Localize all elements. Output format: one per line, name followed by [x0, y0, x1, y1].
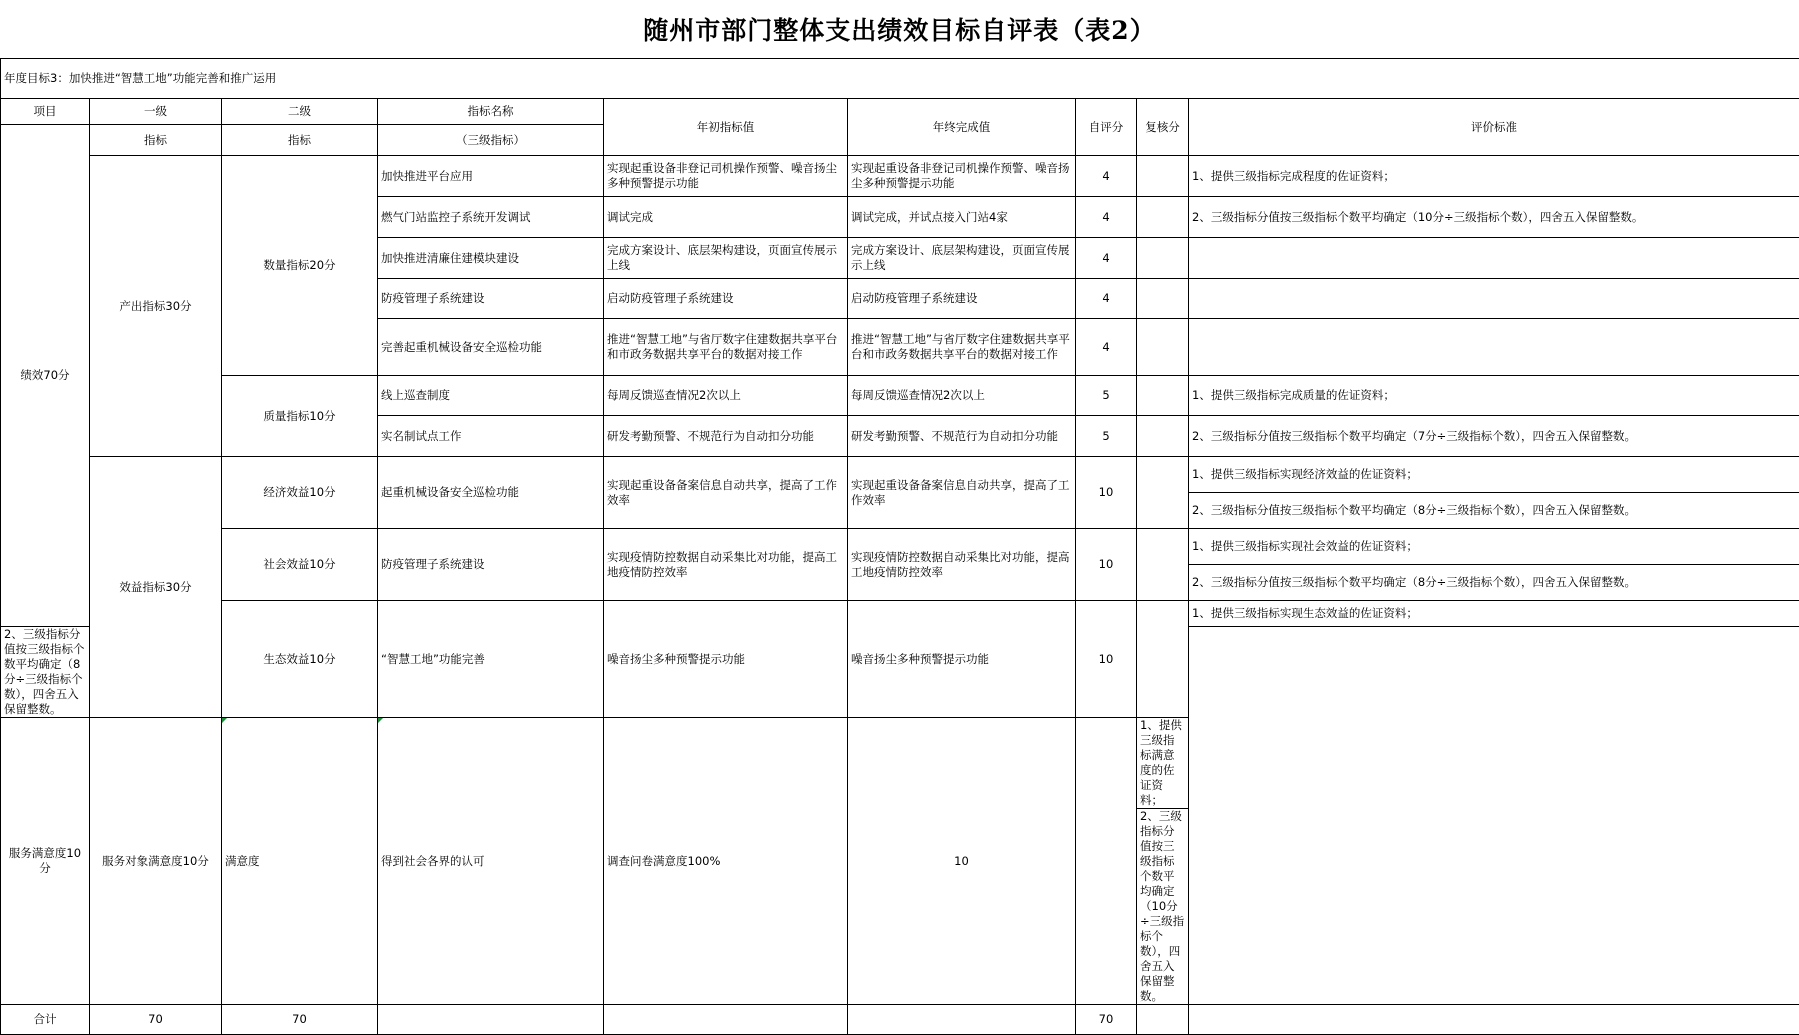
criteria-text	[1189, 238, 1799, 279]
indicator-name: 起重机械设备安全巡检功能	[378, 457, 604, 529]
initial-value: 噪音扬尘多种预警提示功能	[604, 601, 848, 718]
total-level2: 70	[222, 1005, 378, 1035]
initial-value: 完成方案设计、底层架构建设，页面宣传展示上线	[604, 238, 848, 279]
criteria-text: 1、提供三级指标满意度的佐证资料；	[1137, 718, 1189, 809]
criteria-text: 2、三级指标分值按三级指标个数平均确定（8分÷三级指标个数），四舍五入保留整数。	[1189, 493, 1799, 529]
level2-economic: 经济效益10分	[222, 457, 378, 529]
initial-value: 得到社会各界的认可	[378, 718, 604, 1005]
table-row	[1, 529, 1799, 565]
table-row	[1, 457, 1799, 493]
initial-value: 启动防疫管理子系统建设	[604, 279, 848, 319]
criteria-text: 1、提供三级指标实现生态效益的佐证资料；	[1189, 601, 1799, 627]
annual-goal: 年度目标3：加快推进“智慧工地”功能完善和推广运用	[1, 59, 1799, 99]
final-value: 完成方案设计、底层架构建设，页面宣传展示上线	[848, 238, 1076, 279]
header-project: 项目	[1, 99, 90, 125]
header-self-score: 自评分	[1076, 99, 1137, 156]
table-row	[1, 718, 1799, 809]
criteria-text: 1、提供三级指标完成质量的佐证资料；	[1189, 376, 1799, 416]
table-row	[1, 601, 1799, 627]
final-value: 每周反馈巡查情况2次以上	[848, 376, 1076, 416]
header-final: 年终完成值	[848, 99, 1076, 156]
final-value: 噪音扬尘多种预警提示功能	[848, 601, 1076, 718]
criteria-text: 2、三级指标分值按三级指标个数平均确定（7分÷三级指标个数），四舍五入保留整数。	[1189, 416, 1799, 457]
review-score	[1137, 279, 1189, 319]
self-score: 4	[1076, 238, 1137, 279]
criteria-text: 2、三级指标分值按三级指标个数平均确定（10分÷三级指标个数），四舍五入保留整数。	[1137, 809, 1189, 1005]
final-value: 实现起重设备备案信息自动共享，提高了工作效率	[848, 457, 1076, 529]
header-level1-bottom: 指标	[90, 125, 222, 156]
self-score: 4	[1076, 279, 1137, 319]
table-row	[1, 156, 1799, 197]
total-review-score	[1137, 1005, 1189, 1035]
indicator-name: 线上巡查制度	[378, 376, 604, 416]
total-criteria	[1189, 1005, 1799, 1035]
final-value: 推进“智慧工地”与省厅数字住建数据共享平台和市政务数据共享平台的数据对接工作	[848, 319, 1076, 376]
criteria-text: 2、三级指标分值按三级指标个数平均确定（8分÷三级指标个数），四舍五入保留整数。	[1, 627, 90, 718]
self-score: 4	[1076, 319, 1137, 376]
self-score: 5	[1076, 376, 1137, 416]
criteria-text: 1、提供三级指标实现经济效益的佐证资料；	[1189, 457, 1799, 493]
indicator-name: 加快推进清廉住建模块建设	[378, 238, 604, 279]
final-value: 实现疫情防控数据自动采集比对功能，提高工地疫情防控效率	[848, 529, 1076, 601]
level2-social: 社会效益10分	[222, 529, 378, 601]
project-performance: 绩效70分	[1, 125, 90, 627]
final-value: 启动防疫管理子系统建设	[848, 279, 1076, 319]
level1-satisfaction: 服务满意度10分	[1, 718, 90, 1005]
final-value: 调试完成，并试点接入门站4家	[848, 197, 1076, 238]
header-review-score: 复核分	[1137, 99, 1189, 156]
annual-goal-row	[1, 59, 1799, 99]
review-score	[1076, 718, 1137, 1005]
indicator-name: 燃气门站监控子系统开发调试	[378, 197, 604, 238]
indicator-name: “智慧工地”功能完善	[378, 601, 604, 718]
review-score	[1137, 197, 1189, 238]
initial-value: 推进“智慧工地”与省厅数字住建数据共享平台和市政务数据共享平台的数据对接工作	[604, 319, 848, 376]
header-row-1	[1, 99, 1799, 125]
header-name-bottom: （三级指标）	[378, 125, 604, 156]
review-score	[1137, 416, 1189, 457]
self-score: 4	[1076, 197, 1137, 238]
level2-ecological: 生态效益10分	[222, 601, 378, 718]
initial-value: 研发考勤预警、不规范行为自动扣分功能	[604, 416, 848, 457]
indicator-name: 防疫管理子系统建设	[378, 279, 604, 319]
header-criteria: 评价标准	[1189, 99, 1799, 156]
header-level2-bottom: 指标	[222, 125, 378, 156]
total-initial	[604, 1005, 848, 1035]
indicator-name: 防疫管理子系统建设	[378, 529, 604, 601]
indicator-name: 满意度	[222, 718, 378, 1005]
final-value: 调查问卷满意度100%	[604, 718, 848, 1005]
self-score: 10	[1076, 601, 1137, 718]
initial-value: 调试完成	[604, 197, 848, 238]
total-self-score: 70	[1076, 1005, 1137, 1035]
review-score	[1137, 457, 1189, 529]
indicator-name: 加快推进平台应用	[378, 156, 604, 197]
total-level1: 70	[90, 1005, 222, 1035]
header-level1-top: 一级	[90, 99, 222, 125]
review-score	[1137, 238, 1189, 279]
initial-value: 每周反馈巡查情况2次以上	[604, 376, 848, 416]
criteria-text: 1、提供三级指标完成程度的佐证资料；	[1189, 156, 1799, 197]
self-score: 10	[1076, 529, 1137, 601]
self-score: 5	[1076, 416, 1137, 457]
total-name	[378, 1005, 604, 1035]
review-score	[1137, 319, 1189, 376]
initial-value: 实现起重设备非登记司机操作预警、噪音扬尘多种预警提示功能	[604, 156, 848, 197]
evaluation-table	[0, 58, 1799, 1035]
page-title: 随州市部门整体支出绩效目标自评表（表2）	[0, 0, 1799, 58]
total-label: 合计	[1, 1005, 90, 1035]
level2-quality: 质量指标10分	[222, 376, 378, 457]
level2-quantity: 数量指标20分	[222, 156, 378, 376]
table-row	[1, 376, 1799, 416]
initial-value: 实现起重设备备案信息自动共享，提高了工作效率	[604, 457, 848, 529]
level1-benefit: 效益指标30分	[90, 457, 222, 718]
header-initial: 年初指标值	[604, 99, 848, 156]
final-value: 研发考勤预警、不规范行为自动扣分功能	[848, 416, 1076, 457]
indicator-name: 实名制试点工作	[378, 416, 604, 457]
total-row	[1, 1005, 1799, 1035]
self-score: 4	[1076, 156, 1137, 197]
criteria-text	[1189, 319, 1799, 376]
level1-output: 产出指标30分	[90, 156, 222, 457]
review-score	[1137, 601, 1189, 718]
header-level2-top: 二级	[222, 99, 378, 125]
criteria-text: 1、提供三级指标实现社会效益的佐证资料；	[1189, 529, 1799, 565]
criteria-text: 2、三级指标分值按三级指标个数平均确定（10分÷三级指标个数），四舍五入保留整数。	[1189, 197, 1799, 238]
self-score: 10	[848, 718, 1076, 1005]
review-score	[1137, 156, 1189, 197]
criteria-text: 2、三级指标分值按三级指标个数平均确定（8分÷三级指标个数），四舍五入保留整数。	[1189, 565, 1799, 601]
level2-service: 服务对象满意度10分	[90, 718, 222, 1005]
final-value: 实现起重设备非登记司机操作预警、噪音扬尘多种预警提示功能	[848, 156, 1076, 197]
criteria-text	[1189, 279, 1799, 319]
review-score	[1137, 529, 1189, 601]
header-name-top: 指标名称	[378, 99, 604, 125]
total-final	[848, 1005, 1076, 1035]
indicator-name: 完善起重机械设备安全巡检功能	[378, 319, 604, 376]
self-score: 10	[1076, 457, 1137, 529]
initial-value: 实现疫情防控数据自动采集比对功能，提高工地疫情防控效率	[604, 529, 848, 601]
review-score	[1137, 376, 1189, 416]
